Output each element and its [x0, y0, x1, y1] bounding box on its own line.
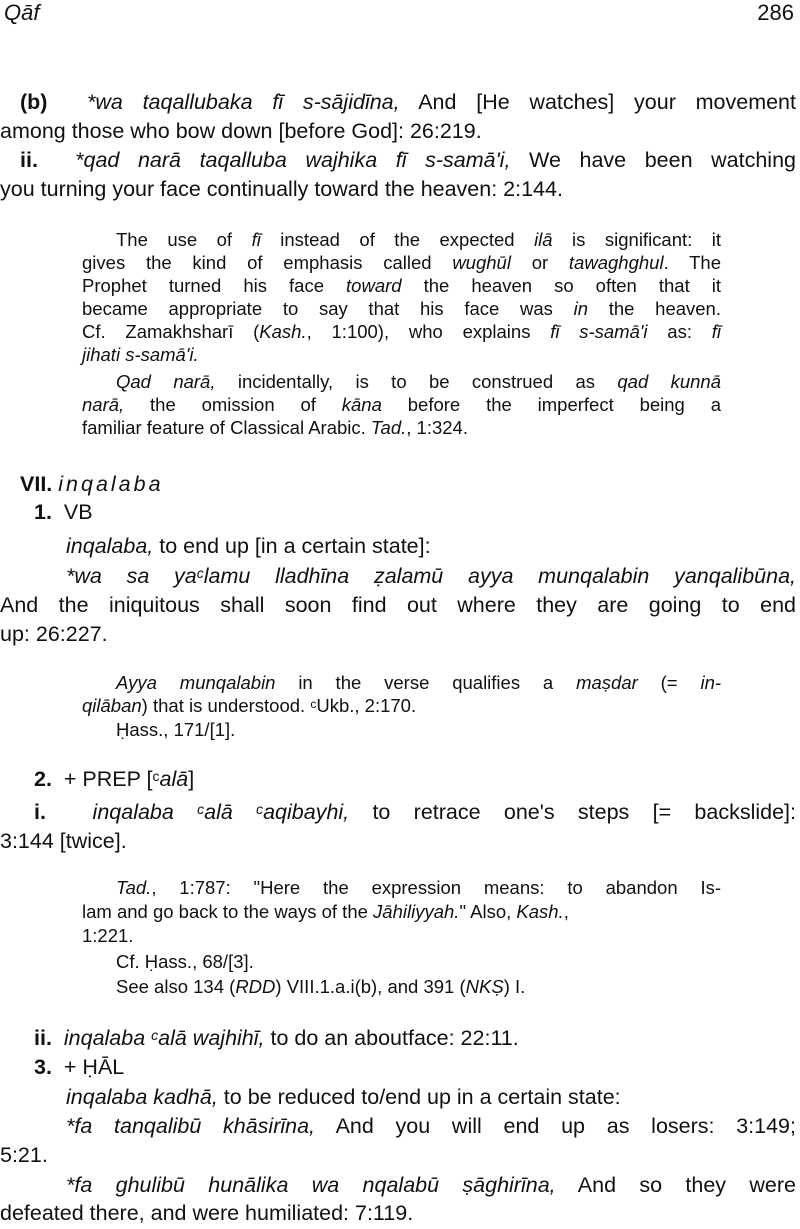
note1-line2: gives the kind of emphasis called wughūl or tawaghghul. The [82, 252, 722, 273]
item3-example1-line1: *fa tanqalibū khāsirīna, And you will end up as losers: 3:149; [66, 1114, 796, 1138]
note3-line2: lam and go back to the ways of the Jāhiliyyah." Also, Kash., [82, 901, 569, 922]
subsection-3-heading: 3. + ḤĀL [34, 1055, 125, 1079]
note3-line5: See also 134 (RDD) VIII.1.a.i(b), and 391 (NKṢ) I. [116, 976, 526, 997]
note1-line9: familiar feature of Classical Arabic. Tad., 1:324. [82, 417, 468, 438]
item1-example-line2: And the iniquitous shall soon find out where they are going to end [0, 593, 796, 617]
note1-line8: narā, the omission of kāna before the imperfect being a [82, 394, 721, 415]
entry-ii-line1: ii. *qad narā taqalluba wajhika fī s-samā'i, We have been watching [20, 148, 797, 172]
entry-b-line1: (b) *wa taqallubaka fī s-sājidīna, And [He watches] your movement [20, 90, 796, 114]
note1-line7: Qad narā, incidentally, is to be construed as qad kunnā [116, 371, 721, 392]
item3-example2-line2: defeated there, and were humiliated: 7:119. [0, 1201, 414, 1225]
item2-i-line2: 3:144 [twice]. [0, 829, 127, 853]
section-heading-vii: VII. inqalaba [20, 472, 164, 496]
subsection-1-heading: 1. VB [34, 500, 93, 524]
note1-line6: jihati s-samā'i. [82, 344, 199, 365]
item2-ii-line: ii. inqalaba $^c$alā wajhihī, to do an aboutface: 22:11. [34, 1026, 519, 1050]
note2-line1: Ayya munqalabin in the verse qualifies a maṣdar (= in- [116, 672, 722, 693]
item3-example1-line2: 5:21. [0, 1143, 48, 1167]
note2-line2: qilāban) that is understood. $^c$Ukb., 2:170. [82, 695, 417, 716]
note3-line4: Cf. Ḥass., 68/[3]. [116, 951, 254, 972]
note3-line1: Tad., 1:787: "Here the expression means: to abandon Is- [116, 877, 721, 898]
entry-ii-line2: you turning your face continually toward the heaven: 2:144. [0, 177, 563, 201]
note1-line5: Cf. Zamakhsharī (Kash., 1:100), who explains fī s-samā'i as: fī [82, 321, 721, 342]
item3-example2-line1: *fa ghulibū hunālika wa nqalabū ṣāghirīna, And so they were [66, 1173, 796, 1197]
item2-i-line1: i. inqalaba $^c$alā $^c$aqibayhi, to retrace one's steps [= backslide]: [34, 800, 796, 824]
item1-definition: inqalaba, to end up [in a certain state]: [66, 534, 431, 558]
page-number: 286 [757, 0, 794, 25]
note1-line3: Prophet turned his face toward the heaven so often that it [82, 275, 721, 296]
item1-example-line1: *wa sa $ya^clamu$ lladhīna ẓalamū ayya munqalabin yanqalibūna, [66, 564, 797, 588]
note3-line3: 1:221. [82, 925, 134, 946]
item1-example-line3: up: 26:227. [0, 622, 108, 646]
note1-line4: became appropriate to say that his face was in the heaven. [82, 298, 721, 319]
entry-b-line2: among those who bow down [before God]: 26:219. [0, 119, 482, 143]
subsection-2-heading: 2. + PREP [$^c$alā] [34, 767, 195, 791]
running-head-section: Qāf [4, 0, 40, 25]
note2-line3: Ḥass., 171/[1]. [116, 719, 236, 740]
note1-line1: The use of fī instead of the expected ilā is significant: it [116, 229, 722, 250]
item3-definition: inqalaba kadhā, to be reduced to/end up in a certain state: [66, 1085, 621, 1109]
